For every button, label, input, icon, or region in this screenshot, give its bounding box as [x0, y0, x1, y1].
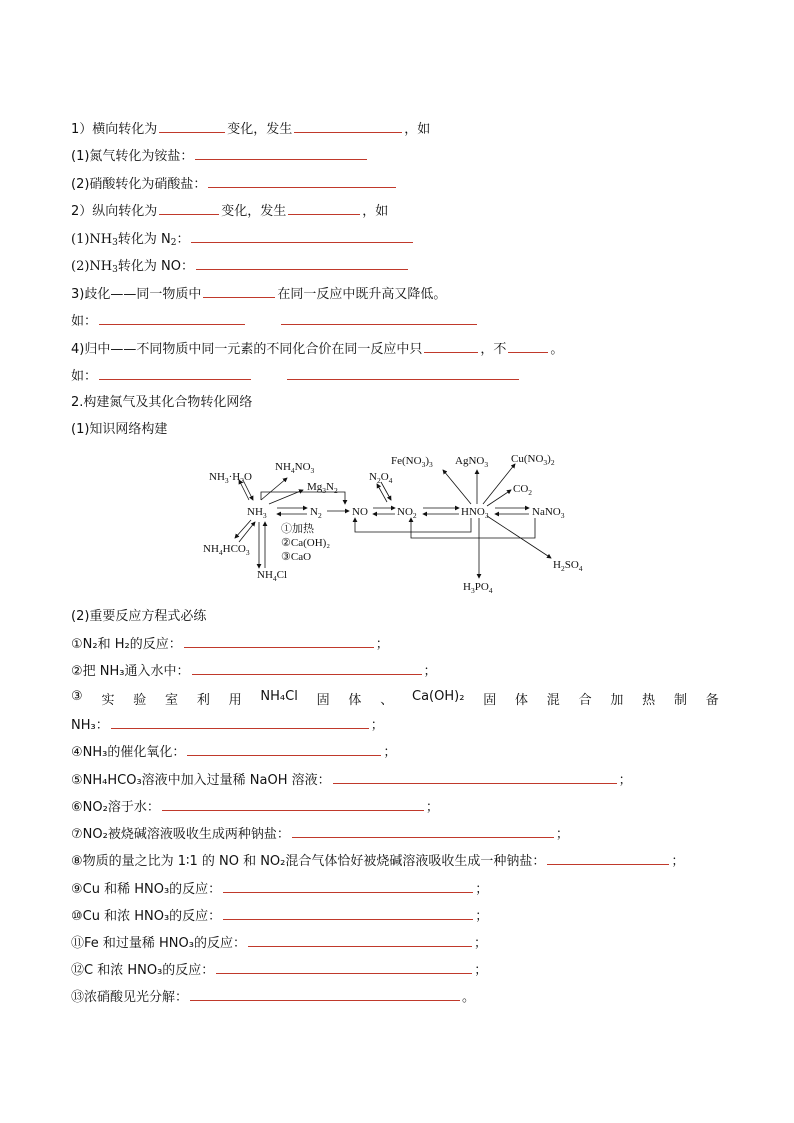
diagram-label-h3po4: $H_3PO_4$ [463, 581, 493, 595]
equation-13: ⑬浓硝酸见光分解： 。 [71, 990, 476, 1005]
section-2-heading: 2.构建氮气及其化合物转化网络 [71, 395, 253, 410]
answer-blank[interactable] [294, 120, 402, 133]
diagram-condition-1: ①加热 [281, 523, 314, 535]
q3-example-line: 如： [71, 312, 479, 331]
answer-blank[interactable] [187, 743, 381, 756]
diagram-label-nh3: $NH_3$ [247, 506, 267, 520]
answer-blank[interactable] [208, 175, 396, 188]
diagram-label-no: NO [352, 506, 368, 518]
equation-6: ⑥NO₂溶于水： ； [71, 800, 439, 815]
q4-line: 4)归中——不同物质中同一元素的不同化合价在同一反应中只 ，不 。 [71, 342, 564, 357]
answer-blank[interactable] [162, 798, 424, 811]
equation-8: ⑧物质的量之比为 1∶1 的 NO 和 NO₂混合气体恰好被烧碱溶液吸收生成一种钠盐： ； [71, 854, 685, 869]
diagram-condition-3: ③CaO [281, 551, 312, 563]
diagram-condition-2: ②Ca(OH)₂ [281, 537, 331, 549]
diagram-label-agno3: AgNO$_3$ [455, 455, 489, 469]
answer-blank[interactable] [281, 312, 477, 325]
answer-blank[interactable] [196, 257, 408, 270]
answer-blank[interactable] [223, 907, 473, 920]
answer-blank[interactable] [184, 635, 374, 648]
answer-blank[interactable] [248, 934, 472, 947]
answer-blank[interactable] [223, 880, 473, 893]
answer-blank[interactable] [159, 120, 225, 133]
q2-2-line: $(2)NH_3$转化为 NO： [71, 257, 410, 276]
diagram-label-n2: $N_2$ [310, 506, 322, 520]
answer-blank[interactable] [99, 367, 251, 380]
diagram-label-co2: $CO_2$ [513, 483, 533, 497]
equation-4: ④NH₃的催化氧化： ； [71, 745, 397, 760]
q1-1-line: (1)氮气转化为铵盐： [71, 147, 369, 166]
answer-blank[interactable] [99, 312, 245, 325]
equation-3-line-1: ③ 实 验 室 利 用 NH₄Cl 固 体 、 Ca(OH)₂ 固 体 混 合 加 热 制 备 [71, 689, 719, 708]
answer-blank[interactable] [424, 340, 478, 353]
answer-blank[interactable] [159, 202, 219, 215]
q4-example-line: 如： [71, 367, 521, 386]
diagram-label-nh3h2o: $NH_3\cdot H_2O$ [209, 471, 252, 485]
equation-9: ⑨Cu 和稀 HNO₃的反应： ； [71, 882, 489, 897]
equation-10: ⑩Cu 和浓 HNO₃的反应： ； [71, 909, 489, 924]
diagram-label-cu-nitrate: $Cu(NO_3)_2$ [511, 453, 555, 467]
q2-line: 2）纵向转化为 变化，发生 ，如 [71, 204, 389, 219]
diagram-label-n2o4: $N_2O_4$ [369, 471, 393, 485]
answer-blank[interactable] [547, 852, 669, 865]
section-2-2-heading: (2)重要反应方程式必练 [71, 609, 207, 624]
answer-blank[interactable] [333, 771, 617, 784]
equation-1: ①N₂和 H₂的反应： ； [71, 637, 389, 652]
q2-1-line: $(1)NH_3$转化为 $N_2$： [71, 230, 415, 249]
q1-line: 1）横向转化为 变化，发生 ，如 [71, 122, 431, 137]
equation-11: ⑪Fe 和过量稀 HNO₃的反应： ； [71, 936, 487, 951]
answer-blank[interactable] [190, 988, 460, 1001]
equation-12: ⑫C 和浓 HNO₃的反应： ； [71, 963, 488, 978]
diagram-label-nh4no3: $NH_4NO_3$ [275, 461, 315, 475]
equation-5: ⑤NH₄HCO₃溶液中加入过量稀 NaOH 溶液： ； [71, 773, 632, 788]
answer-blank[interactable] [191, 230, 413, 243]
q3-line: 3)歧化——同一物质中 在同一反应中既升高又降低。 [71, 287, 447, 302]
answer-blank[interactable] [195, 147, 367, 160]
diagram-label-nh4hco3: $NH_4HCO_3$ [203, 543, 250, 557]
diagram-label-mg3n2: $Mg_3N_2$ [307, 481, 338, 495]
diagram-label-hno3: $HNO_3$ [461, 506, 489, 520]
diagram-label-nano3: NaNO$_3$ [532, 506, 565, 520]
diagram-label-h2so4: $H_2SO_4$ [553, 559, 583, 573]
diagram-label-nh4cl: $NH_4Cl$ [257, 569, 288, 583]
answer-blank[interactable] [287, 367, 519, 380]
q1-2-line: (2)硝酸转化为硝酸盐： [71, 175, 398, 194]
equation-2: ②把 NH₃通入水中： ； [71, 664, 437, 679]
answer-blank[interactable] [203, 285, 275, 298]
answer-blank[interactable] [111, 716, 369, 729]
nitrogen-network-diagram [195, 448, 605, 598]
equation-7: ⑦NO₂被烧碱溶液吸收生成两种钠盐： ； [71, 827, 569, 842]
diagram-label-fe-nitrate: $Fe(NO_3)_3$ [391, 455, 433, 469]
diagram-label-no2: $NO_2$ [397, 506, 417, 520]
answer-blank[interactable] [216, 961, 472, 974]
equation-3-line-2: NH₃： ； [71, 718, 384, 733]
section-2-1-heading: (1)知识网络构建 [71, 422, 168, 437]
answer-blank[interactable] [192, 662, 422, 675]
answer-blank[interactable] [288, 202, 360, 215]
answer-blank[interactable] [508, 340, 548, 353]
answer-blank[interactable] [292, 825, 554, 838]
